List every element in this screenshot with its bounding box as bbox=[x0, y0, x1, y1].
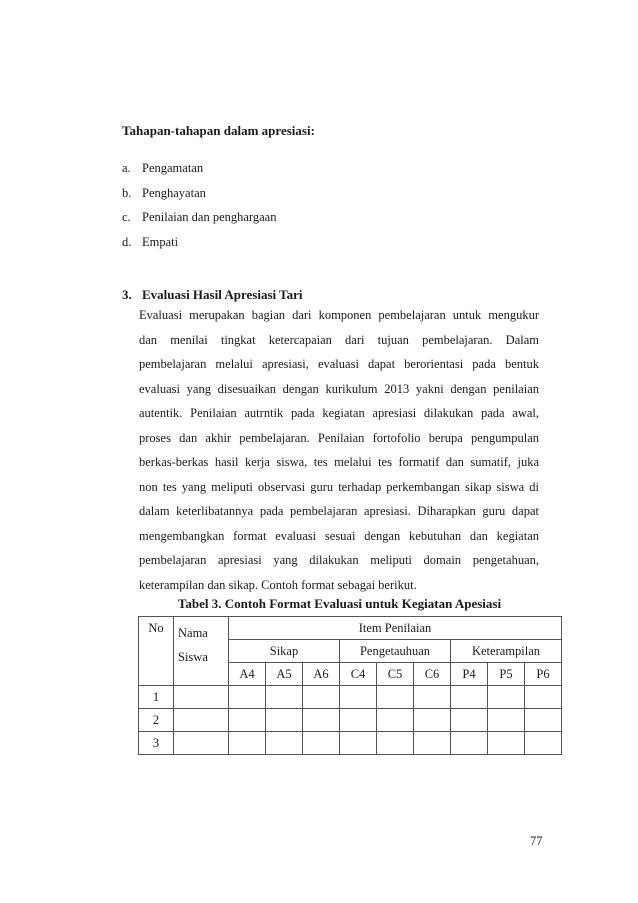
header-group-pengetahuan: Pengetauhuan bbox=[340, 640, 451, 663]
table-cell bbox=[229, 732, 266, 755]
table-cell bbox=[229, 686, 266, 709]
paragraph-line: pembelajaran melalui apresiasi, evaluasi dapat berorientasi pada bentuk bbox=[139, 357, 539, 371]
table-cell bbox=[525, 686, 562, 709]
paragraph-line: proses dan akhir pembelajaran. Penilaian fortofolio berupa pengumpulan bbox=[139, 430, 539, 445]
header-nama-line1: Nama bbox=[178, 626, 208, 640]
table-cell bbox=[340, 686, 377, 709]
row-number: 2 bbox=[139, 709, 174, 732]
table-cell bbox=[229, 709, 266, 732]
table-cell bbox=[174, 709, 229, 732]
header-nama-siswa bbox=[174, 617, 229, 686]
table-cell bbox=[488, 732, 525, 755]
paragraph bbox=[139, 303, 539, 597]
table-cell bbox=[451, 686, 488, 709]
list-item-text: Pengamatan bbox=[142, 161, 204, 175]
table-cell bbox=[340, 709, 377, 732]
paragraph-line: autentik. Penilaian autrntik pada kegiatan apresiasi dilakukan pada awal, bbox=[139, 406, 539, 420]
paragraph-line: dalam keterlibatannya pada pembelajaran apresiasi. Diharapkan guru dapat bbox=[139, 504, 539, 518]
header-no: No bbox=[139, 617, 174, 686]
row-number: 3 bbox=[139, 732, 174, 755]
header-nama-line2: Siswa bbox=[178, 650, 208, 664]
table-cell bbox=[414, 709, 451, 732]
list-item-text: Penilaian dan penghargaan bbox=[142, 210, 277, 224]
list-item bbox=[122, 156, 276, 181]
table-cell bbox=[377, 732, 414, 755]
table-cell bbox=[377, 686, 414, 709]
paragraph-line: keterampilan dan sikap. Contoh format sebagai berikut. bbox=[139, 577, 417, 592]
table-cell bbox=[303, 732, 340, 755]
list-marker: c. bbox=[122, 210, 131, 224]
list-marker: a. bbox=[122, 161, 131, 175]
paragraph-line: dan menilai tingkat ketercapaian dari tujuan pembelajaran. Dalam bbox=[139, 332, 539, 347]
table-cell bbox=[340, 732, 377, 755]
table-cell bbox=[525, 709, 562, 732]
table-cell bbox=[414, 732, 451, 755]
subheader-cell: P6 bbox=[525, 663, 562, 686]
table-cell bbox=[266, 686, 303, 709]
table-cell bbox=[174, 732, 229, 755]
paragraph-line: berkas-berkas hasil kerja siswa, tes melalui tes formatif dan sumatif, juka bbox=[139, 455, 539, 469]
list-item bbox=[122, 181, 276, 206]
subheader-cell: C5 bbox=[377, 663, 414, 686]
subheader-cell: C6 bbox=[414, 663, 451, 686]
row-number: 1 bbox=[139, 686, 174, 709]
list-item-text: Empati bbox=[142, 234, 179, 249]
header-group-keterampilan: Keterampilan bbox=[451, 640, 562, 663]
subheader-cell: A4 bbox=[229, 663, 266, 686]
table-cell bbox=[488, 686, 525, 709]
evaluation-table bbox=[138, 616, 562, 755]
list-marker: d. bbox=[122, 234, 132, 249]
paragraph-line: Evaluasi merupakan bagian dari komponen pembelajaran untuk mengukur bbox=[139, 308, 539, 322]
table-cell bbox=[377, 709, 414, 732]
table-cell bbox=[451, 732, 488, 755]
list-marker: b. bbox=[122, 185, 132, 200]
section-title bbox=[122, 287, 303, 303]
table-row bbox=[139, 686, 562, 709]
page-number: 77 bbox=[530, 834, 543, 848]
section-number: 3. bbox=[122, 287, 132, 302]
list-heading: Tahapan-tahapan dalam apresiasi: bbox=[122, 123, 315, 138]
table-cell bbox=[174, 686, 229, 709]
header-item-penilaian: Item Penilaian bbox=[229, 617, 562, 640]
table-row bbox=[139, 709, 562, 732]
section-title-text: Evaluasi Hasil Apresiasi Tari bbox=[142, 287, 303, 302]
list-item bbox=[122, 205, 276, 230]
subheader-cell: P4 bbox=[451, 663, 488, 686]
list-item-text: Penghayatan bbox=[142, 185, 206, 200]
table-cell bbox=[303, 709, 340, 732]
table-header-row bbox=[139, 617, 562, 640]
table-cell bbox=[303, 686, 340, 709]
table-cell bbox=[266, 732, 303, 755]
subheader-cell: P5 bbox=[488, 663, 525, 686]
header-group-sikap: Sikap bbox=[229, 640, 340, 663]
table-cell bbox=[414, 686, 451, 709]
paragraph-line: evaluasi yang disesuaikan dengan kurikulum 2013 yakni dengan penilaian bbox=[139, 381, 539, 396]
list-item bbox=[122, 230, 276, 255]
subheader-cell: C4 bbox=[340, 663, 377, 686]
paragraph-line: mengembangkan format evaluasi sesuai dengan kebutuhan dan kegiatan bbox=[139, 528, 539, 543]
subheader-cell: A6 bbox=[303, 663, 340, 686]
table-caption: Tabel 3. Contoh Format Evaluasi untuk Kegiatan Apesiasi bbox=[177, 596, 502, 611]
subheader-cell: A5 bbox=[266, 663, 303, 686]
paragraph-line: non tes yang meliputi observasi guru terhadap perkembangan sikap siswa di bbox=[139, 479, 539, 494]
table-cell bbox=[525, 732, 562, 755]
table-cell bbox=[266, 709, 303, 732]
stages-list bbox=[122, 156, 276, 254]
table-cell bbox=[451, 709, 488, 732]
paragraph-line: pembelajaran apresiasi yang dilakukan meliputi domain pengetahuan, bbox=[139, 553, 539, 567]
table-row bbox=[139, 732, 562, 755]
table-cell bbox=[488, 709, 525, 732]
